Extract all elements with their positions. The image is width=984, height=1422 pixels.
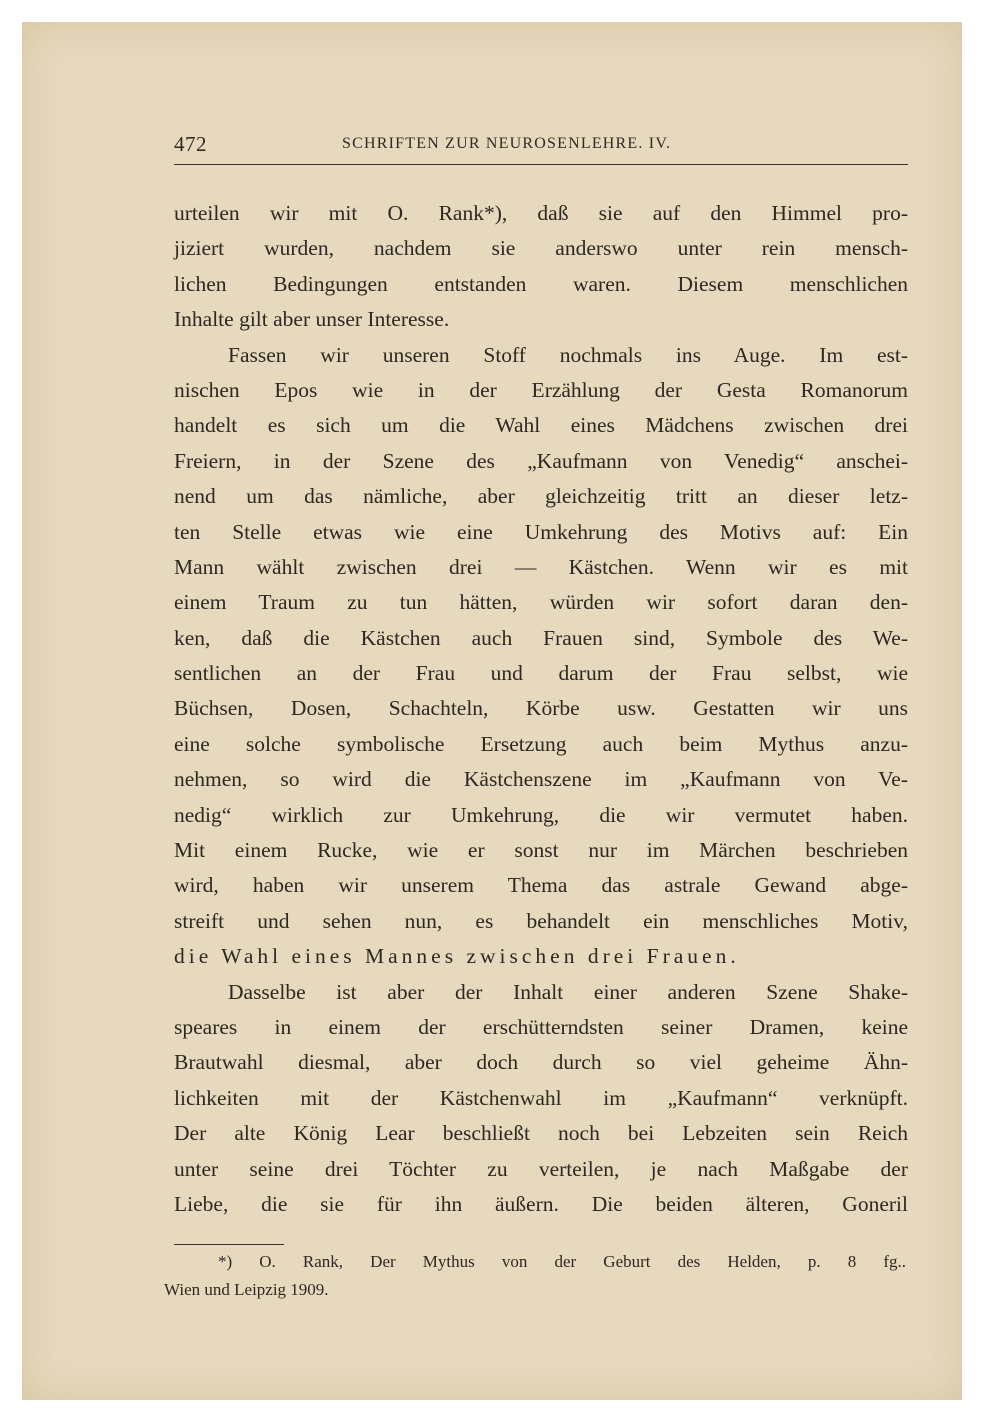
text-line: jiziert wurden, nachdem sie anderswo unter rein mensch- xyxy=(174,236,908,261)
text-line: Dasselbe ist aber der Inhalt einer anderen Szene Shake- xyxy=(228,979,908,1004)
footnote xyxy=(164,1248,906,1304)
text-line: Mit einem Rucke, wie er sonst nur im Märchen beschrieben xyxy=(174,838,908,863)
footnote-line: Wien und Leipzig 1909. xyxy=(164,1280,329,1299)
header-rule xyxy=(174,164,908,165)
text-line: nend um das nämliche, aber gleichzeitig tritt an dieser letz- xyxy=(174,484,908,509)
footnote-rule xyxy=(174,1244,284,1245)
text-line: ken, daß die Kästchen auch Frauen sind, Symbole des We- xyxy=(174,625,908,650)
text-line: nischen Epos wie in der Erzählung der Gesta Romanorum xyxy=(174,377,908,402)
body-text xyxy=(174,196,908,1222)
text-line: lichkeiten mit der Kästchenwahl im „Kaufmann“ verknüpft. xyxy=(174,1085,908,1110)
page-header xyxy=(174,132,908,158)
text-line: urteilen wir mit O. Rank*), daß sie auf den Himmel pro- xyxy=(174,201,908,225)
text-line: Der alte König Lear beschließt noch bei Lebzeiten sein Reich xyxy=(174,1121,908,1146)
text-line: sentlichen an der Frau und darum der Frau selbst, wie xyxy=(174,661,908,686)
text-line: nehmen, so wird die Kästchenszene im „Kaufmann von Ve- xyxy=(174,767,908,792)
text-line: Fassen wir unseren Stoff nochmals ins Auge. Im est- xyxy=(228,342,908,367)
text-line: unter seine drei Töchter zu verteilen, je nach Maßgabe der xyxy=(174,1156,908,1181)
text-line: wird, haben wir unserem Thema das astrale Gewand abge- xyxy=(174,873,908,898)
running-title: SCHRIFTEN ZUR NEUROSENLEHRE. IV. xyxy=(342,135,672,152)
text-line: speares in einem der erschütterndsten seiner Dramen, keine xyxy=(174,1014,908,1039)
text-line: einem Traum zu tun hätten, würden wir sofort daran den- xyxy=(174,590,908,615)
page-number: 472 xyxy=(174,132,207,156)
text-line: Liebe, die sie für ihn äußern. Die beiden älteren, Goneril xyxy=(174,1191,908,1216)
text-line: Brautwahl diesmal, aber doch durch so viel geheime Ähn- xyxy=(174,1050,908,1075)
text-line: nedig“ wirklich zur Umkehrung, die wir vermutet haben. xyxy=(174,802,908,827)
text-line: Mann wählt zwischen drei — Kästchen. Wenn wir es mit xyxy=(174,554,908,579)
text-line: die Wahl eines Mannes zwischen drei Frauen. xyxy=(174,944,740,969)
text-line: Büchsen, Dosen, Schachteln, Körbe usw. Gestatten wir uns xyxy=(174,696,908,721)
text-line: Freiern, in der Szene des „Kaufmann von Venedig“ anschei- xyxy=(174,448,908,473)
text-line: eine solche symbolische Ersetzung auch beim Mythus anzu- xyxy=(174,731,908,756)
text-line: lichen Bedingungen entstanden waren. Diesem menschlichen xyxy=(174,271,908,296)
text-line: Inhalte gilt aber unser Interesse. xyxy=(174,307,450,332)
text-line: streift und sehen nun, es behandelt ein menschliches Motiv, xyxy=(174,908,908,933)
text-line: ten Stelle etwas wie eine Umkehrung des Motivs auf: Ein xyxy=(174,519,908,544)
text-line: handelt es sich um die Wahl eines Mädchens zwischen drei xyxy=(174,413,908,438)
footnote-line: *) O. Rank, Der Mythus von der Geburt des Helden, p. 8 fg.. xyxy=(218,1252,906,1271)
